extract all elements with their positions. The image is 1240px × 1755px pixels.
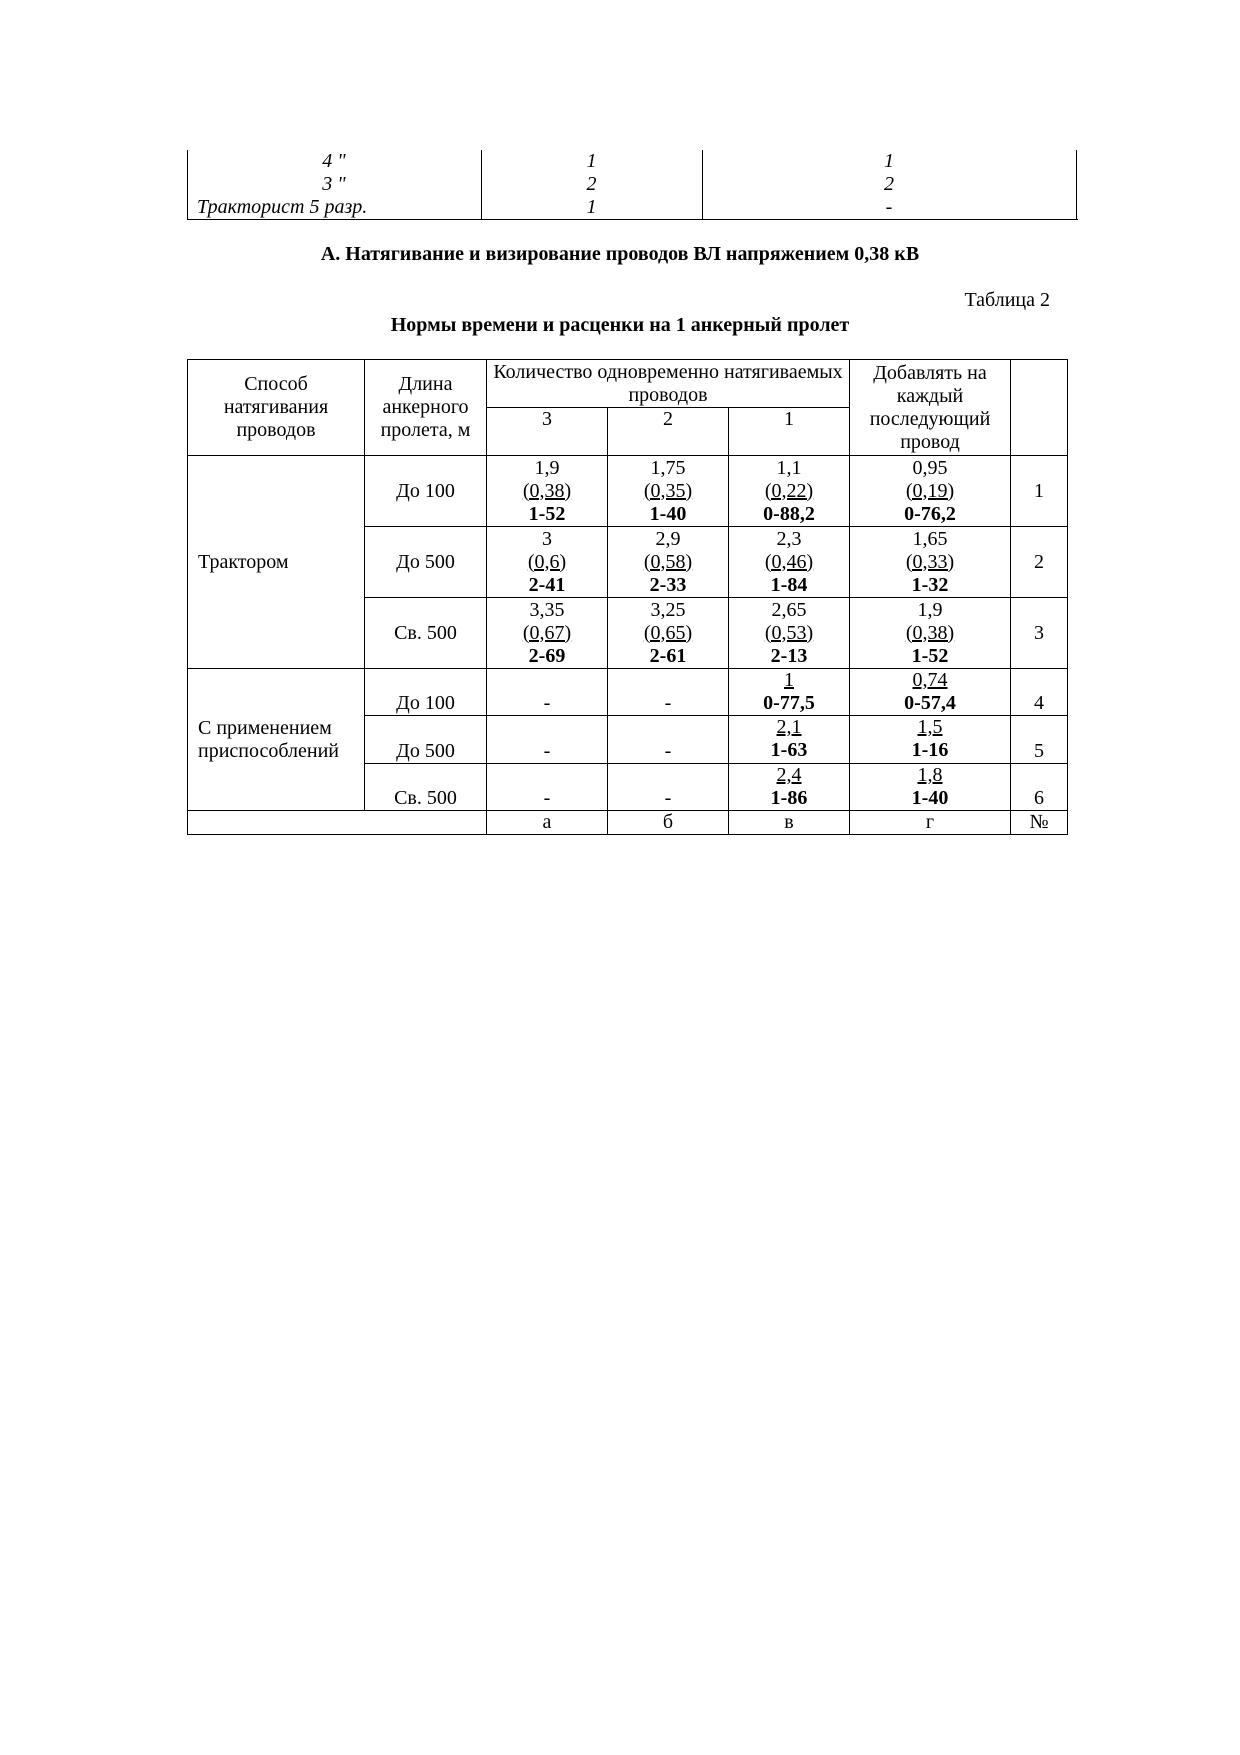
value-cell: - (487, 716, 608, 764)
row-number: 3 (1011, 598, 1068, 669)
value-cell: 1,1 (0,22) 0-88,2 (729, 456, 850, 527)
value-cell: 1,65 (0,33) 1-32 (850, 527, 1011, 598)
footer-no: № (1011, 811, 1068, 835)
value-cell: 3,25 (0,65) 2-61 (608, 598, 729, 669)
value-cell: - (608, 764, 729, 811)
cell-value: 2 (586, 173, 597, 195)
value-cell: 1,75 (0,35) 1-40 (608, 456, 729, 527)
method-devices: С применением приспособлений (188, 669, 365, 811)
header-row (188, 360, 1068, 408)
value-cell: 2,1 1-63 (729, 716, 850, 764)
value-cell: 1,9 (0,38) 1-52 (850, 598, 1011, 669)
header-count-1: 1 (729, 408, 850, 456)
footer-a: а (487, 811, 608, 835)
header-count-2: 2 (608, 408, 729, 456)
value-cell: 3,35 (0,67) 2-69 (487, 598, 608, 669)
length-cell: До 500 (365, 527, 487, 598)
header-add: Добавлять на каждый последующий провод (850, 360, 1011, 456)
header-count-3: 3 (487, 408, 608, 456)
value-cell: 2,65 (0,53) 2-13 (729, 598, 850, 669)
table-row (188, 669, 1068, 716)
worker-grade: 3 " (322, 173, 346, 195)
continuation-table (187, 150, 1078, 220)
length-cell: Св. 500 (365, 764, 487, 811)
value-cell: - (608, 669, 729, 716)
length-cell: До 500 (365, 716, 487, 764)
value-cell: 1,5 1-16 (850, 716, 1011, 764)
footer-g: г (850, 811, 1011, 835)
value-cell: 0,74 0-57,4 (850, 669, 1011, 716)
header-number (1011, 360, 1068, 456)
worker-grade: 4 " (322, 150, 346, 172)
table-row (188, 456, 1068, 527)
value-cell: 1 0-77,5 (729, 669, 850, 716)
row-number: 6 (1011, 764, 1068, 811)
value-cell: 2,3 (0,46) 1-84 (729, 527, 850, 598)
cell-value: 1 (586, 150, 597, 172)
value-cell: 0,95 (0,19) 0-76,2 (850, 456, 1011, 527)
worker-grade: Тракторист 5 разр. (197, 196, 368, 218)
table-number: Таблица 2 (964, 289, 1050, 311)
header-method: Способ натягивания проводов (188, 360, 365, 456)
length-cell: До 100 (365, 669, 487, 716)
footer-v: в (729, 811, 850, 835)
row-number: 2 (1011, 527, 1068, 598)
continuation-row (187, 173, 1078, 196)
cell-value: 1 (586, 196, 597, 218)
value-cell: 2,4 1-86 (729, 764, 850, 811)
value-cell: 1,8 1-40 (850, 764, 1011, 811)
value-cell: 2,9 (0,58) 2-33 (608, 527, 729, 598)
continuation-row (187, 150, 1078, 173)
cell-value: 2 (884, 173, 894, 195)
value-cell: - (487, 669, 608, 716)
cell-value: 1 (884, 150, 894, 172)
method-tractor: Трактором (188, 456, 365, 669)
row-number: 5 (1011, 716, 1068, 764)
header-count: Количество одновременно натягиваемых проводов (487, 360, 850, 408)
value-cell: - (608, 716, 729, 764)
row-number: 1 (1011, 456, 1068, 527)
footer-row (188, 811, 1068, 835)
row-number: 4 (1011, 669, 1068, 716)
length-cell: Св. 500 (365, 598, 487, 669)
norms-table (187, 359, 1068, 835)
cell-value: - (885, 196, 893, 218)
table-title: Нормы времени и расценки на 1 анкерный пролет (390, 314, 850, 336)
value-cell: 1,9 (0,38) 1-52 (487, 456, 608, 527)
header-length: Длина анкерного пролета, м (365, 360, 487, 456)
footer-b: б (608, 811, 729, 835)
continuation-row (187, 196, 1078, 219)
value-cell: - (487, 764, 608, 811)
section-title: А. Натягивание и визирование проводов ВЛ напряжением 0,38 кВ (320, 243, 920, 265)
value-cell: 3 (0,6) 2-41 (487, 527, 608, 598)
length-cell: До 100 (365, 456, 487, 527)
footer-empty (188, 811, 487, 835)
